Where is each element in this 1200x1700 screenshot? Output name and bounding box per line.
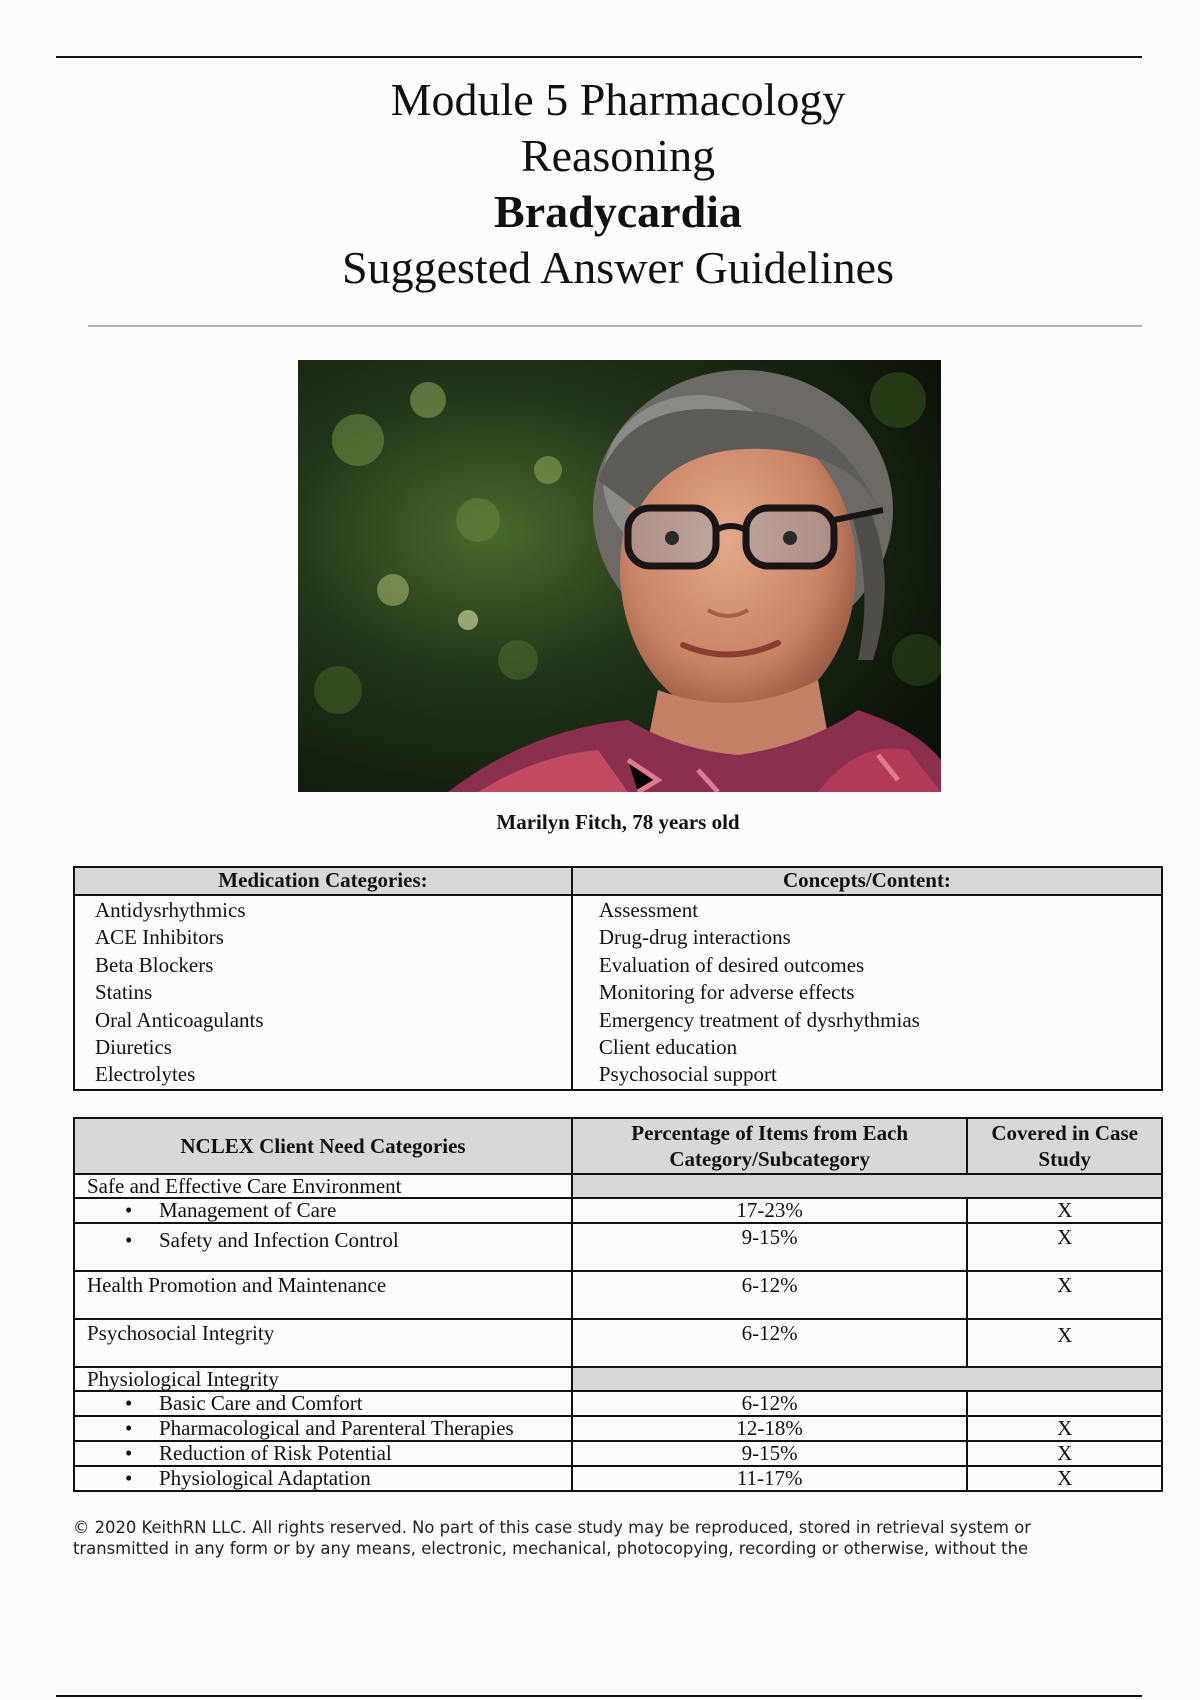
- subcategory-label: Management of Care: [159, 1198, 337, 1222]
- top-rule: [56, 56, 1142, 58]
- percentage-header: Percentage of Items from Each Category/Subcategory: [572, 1118, 967, 1174]
- covered-cell: X: [967, 1441, 1162, 1466]
- title-line-subtitle: Suggested Answer Guidelines: [342, 242, 894, 293]
- table-row-category: Safe and Effective Care Environment: [74, 1174, 572, 1198]
- table-row-category: Psychosocial Integrity: [74, 1319, 572, 1367]
- page-title: [0, 72, 1200, 296]
- concepts-content-cell: [572, 895, 1162, 1090]
- medication-category-item: Diuretics: [95, 1035, 172, 1060]
- medication-categories-cell: [74, 895, 572, 1090]
- subcategory-label: Basic Care and Comfort: [159, 1391, 363, 1415]
- concept-item: Client education: [598, 1035, 738, 1060]
- subcategory-label: Reduction of Risk Potential: [159, 1441, 392, 1465]
- table-row-subcategory: [74, 1466, 572, 1491]
- bullet-icon: •: [125, 1416, 133, 1440]
- copyright-line: © 2020 KeithRN LLC. All rights reserved. No part of this case study may be reproduced, stored in retrieval system or: [73, 1518, 1031, 1537]
- shaded-cell: [572, 1367, 1162, 1391]
- nclex-categories-table: [73, 1117, 1163, 1492]
- concept-item: Assessment: [598, 898, 699, 922]
- covered-cell: [967, 1391, 1162, 1416]
- concept-item: Psychosocial support: [598, 1062, 777, 1087]
- table-row-category: Health Promotion and Maintenance: [74, 1271, 572, 1319]
- medication-category-item: Beta Blockers: [95, 952, 214, 977]
- table-row-subcategory: [74, 1441, 572, 1466]
- medication-category-item: ACE Inhibitors: [95, 925, 224, 950]
- shaded-cell: [572, 1174, 1162, 1198]
- table-row-subcategory: [74, 1416, 572, 1441]
- table-row-subcategory: [74, 1198, 572, 1223]
- title-divider: [88, 325, 1142, 327]
- bottom-rule: [56, 1695, 1142, 1697]
- subcategory-label: Safety and Infection Control: [159, 1228, 399, 1252]
- medication-category-item: Antidysrhythmics: [95, 898, 246, 922]
- covered-cell: X: [967, 1319, 1162, 1367]
- concept-item: Monitoring for adverse effects: [598, 980, 855, 1005]
- table-row-subcategory: [74, 1391, 572, 1416]
- medication-categories-header: Medication Categories:: [74, 867, 572, 895]
- bullet-icon: •: [125, 1441, 133, 1465]
- concept-item: Emergency treatment of dysrhythmias: [598, 1007, 920, 1032]
- concept-item: Drug-drug interactions: [598, 925, 791, 950]
- medication-category-item: Electrolytes: [95, 1062, 196, 1087]
- percentage-cell: 11-17%: [572, 1466, 967, 1491]
- percentage-cell: 9-15%: [572, 1441, 967, 1466]
- patient-photo: [298, 360, 941, 792]
- medication-category-item: Statins: [95, 980, 153, 1005]
- covered-header: Covered in Case Study: [967, 1118, 1162, 1174]
- covered-cell: X: [967, 1198, 1162, 1223]
- photo-caption: Marilyn Fitch, 78 years old: [496, 810, 740, 834]
- title-line-topic: Bradycardia: [494, 186, 742, 237]
- copyright-line: transmitted in any form or by any means, electronic, mechanical, photocopying, recording or otherwise, without the: [73, 1539, 1029, 1558]
- nclex-category-header: NCLEX Client Need Categories: [74, 1118, 572, 1174]
- covered-cell: X: [967, 1416, 1162, 1441]
- percentage-cell: 9-15%: [572, 1223, 967, 1271]
- title-line-module: Module 5 Pharmacology: [390, 74, 846, 125]
- title-line-reasoning: Reasoning: [520, 130, 716, 181]
- table-row-category: Physiological Integrity: [74, 1367, 572, 1391]
- percentage-cell: 6-12%: [572, 1271, 967, 1319]
- table-row-subcategory: [74, 1223, 572, 1271]
- covered-cell: X: [967, 1466, 1162, 1491]
- covered-cell: X: [967, 1223, 1162, 1271]
- subcategory-label: Physiological Adaptation: [159, 1466, 371, 1490]
- bullet-icon: •: [125, 1198, 133, 1222]
- percentage-cell: 17-23%: [572, 1198, 967, 1223]
- percentage-cell: 12-18%: [572, 1416, 967, 1441]
- bullet-icon: •: [125, 1466, 133, 1490]
- concept-item: Evaluation of desired outcomes: [598, 952, 865, 977]
- medication-category-item: Oral Anticoagulants: [95, 1007, 264, 1032]
- percentage-cell: 6-12%: [572, 1391, 967, 1416]
- medications-table: [73, 866, 1163, 1091]
- percentage-cell: 6-12%: [572, 1319, 967, 1367]
- concepts-content-header: Concepts/Content:: [572, 867, 1162, 895]
- bullet-icon: •: [125, 1391, 133, 1415]
- bullet-icon: •: [125, 1228, 133, 1252]
- covered-cell: X: [967, 1271, 1162, 1319]
- copyright-footer: [73, 1517, 1163, 1559]
- subcategory-label: Pharmacological and Parenteral Therapies: [159, 1416, 514, 1440]
- portrait-photo-icon: [298, 360, 941, 792]
